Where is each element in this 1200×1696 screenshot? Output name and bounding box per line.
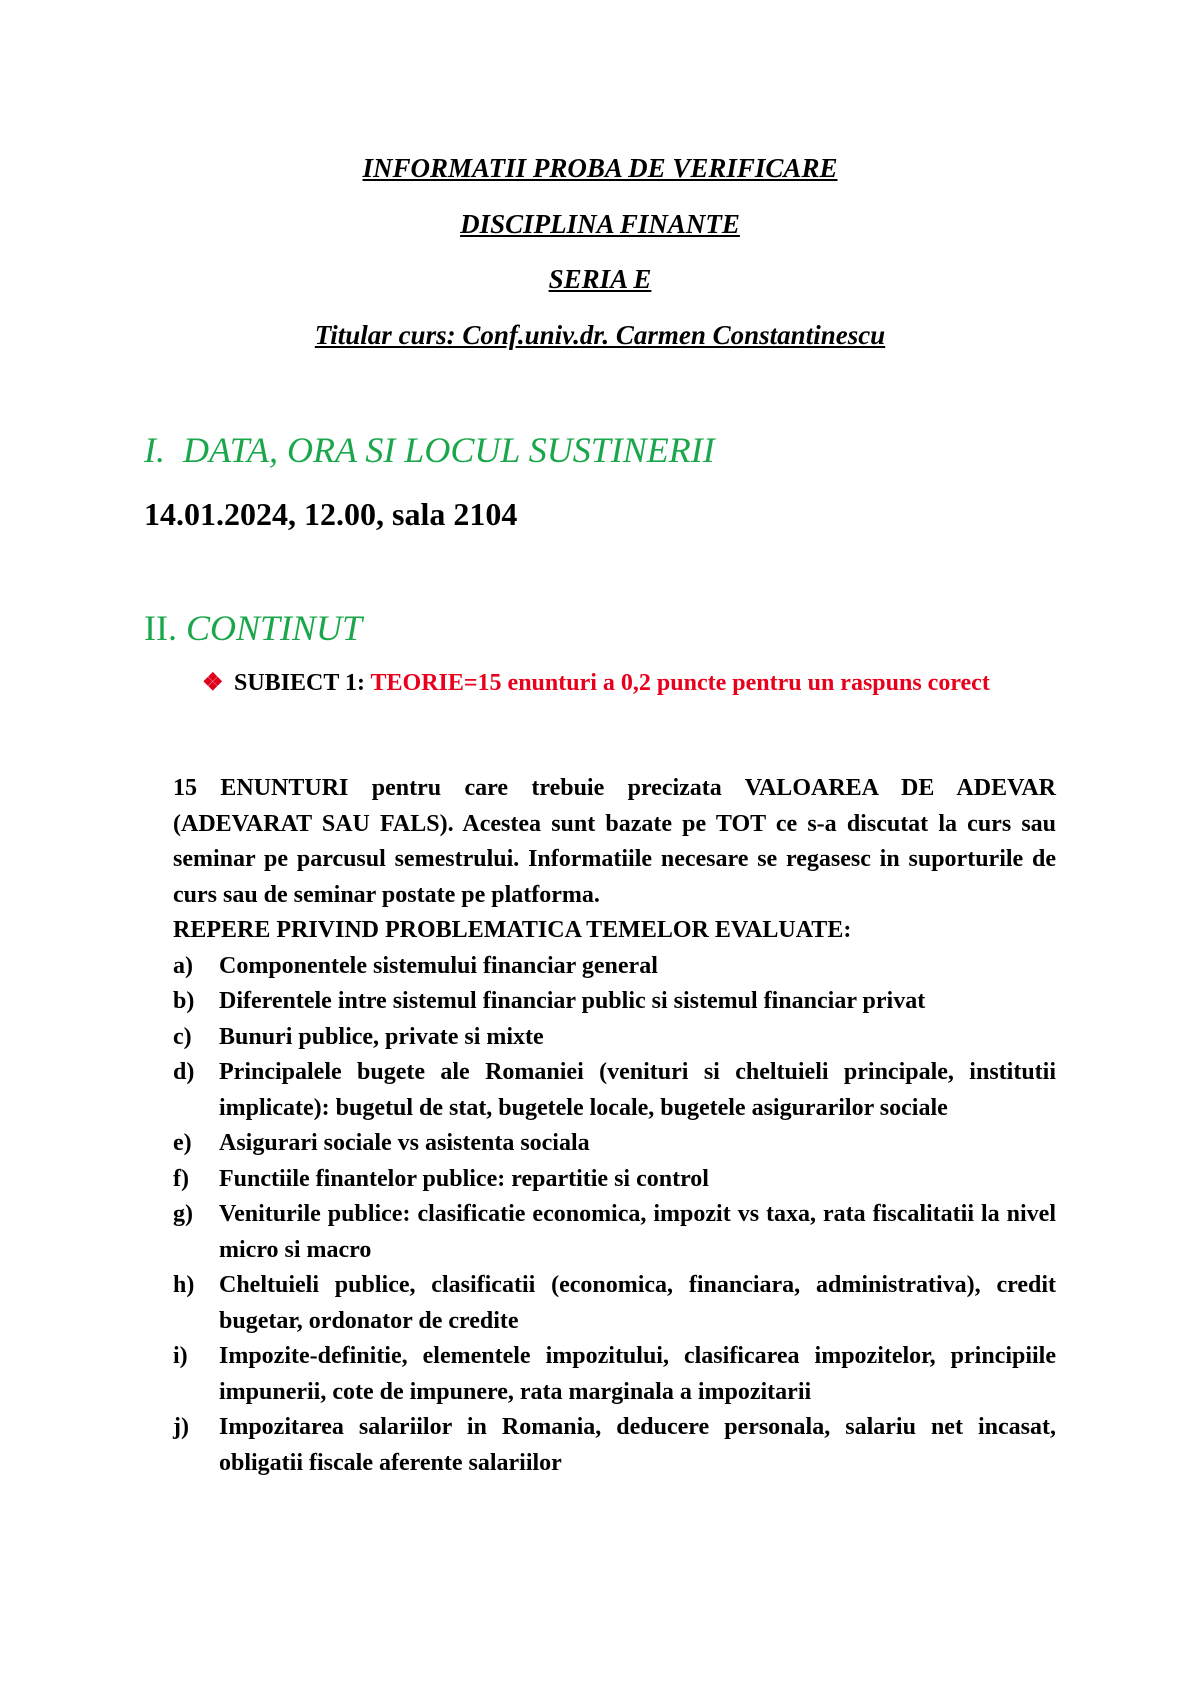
list-item: c) Bunuri publice, private si mixte <box>173 1023 544 1050</box>
list-item: e) Asigurari sociale vs asistenta sociala <box>173 1130 590 1156</box>
list-item: b) Diferentele intre sistemul financiar public si sistemul financiar privat <box>173 988 926 1014</box>
repere-list <box>173 949 1056 1482</box>
section-2-title: CONTINUT <box>185 608 363 648</box>
section-1-heading <box>144 428 715 472</box>
series-heading: SERIA E <box>548 264 652 294</box>
list-item: h) Cheltuieli publice, clasificatii (economica, financiara, administrativa), credit bugetar, ordonator de credite <box>173 1272 1056 1334</box>
subject-1-label: SUBIECT 1: <box>234 670 365 696</box>
list-item: a) Componentele sistemului financiar general <box>173 952 658 979</box>
subject-1 <box>202 665 1056 701</box>
diamond-bullet-icon: ❖ <box>202 670 224 696</box>
section-1-title: DATA, ORA SI LOCUL SUSTINERII <box>183 430 715 470</box>
list-item: f) Functiile finantelor publice: repartitie si control <box>173 1165 709 1192</box>
intro-paragraph: 15 ENUNTURI pentru care trebuie precizata VALOAREA DE ADEVAR (ADEVARAT SAU FALS). Acestea sunt bazate pe TOT ce s-a discutat la curs sau seminar pe parcusul semestrului. Informatiile necesare se regasesc in suporturile de curs sau de seminar postate pe platforma. <box>173 775 1056 908</box>
list-item: j) Impozitarea salariilor in Romania, deducere personala, salariu net incasat, obligatii fiscale aferente salariilor <box>173 1414 1056 1476</box>
list-item: g) Veniturile publice: clasificatie economica, impozit vs taxa, rata fiscalitatii la nivel micro si macro <box>173 1201 1056 1263</box>
repere-heading: REPERE PRIVIND PROBLEMATICA TEMELOR EVALUATE: <box>173 917 852 943</box>
document-title: INFORMATII PROBA DE VERIFICARE <box>362 153 838 183</box>
list-item: i) Impozite-definitie, elementele impozitului, clasificarea impozitelor, principiile impunerii, cote de impunere, rata marginala a impozitarii <box>173 1343 1056 1405</box>
section-2-heading <box>144 606 362 650</box>
teacher-heading: Titular curs: Conf.univ.dr. Carmen Constantinescu <box>314 320 886 350</box>
exam-details: 14.01.2024, 12.00, sala 2104 <box>144 496 518 532</box>
subject-1-description: TEORIE=15 enunturi a 0,2 puncte pentru un raspuns corect <box>370 670 990 696</box>
section-2-number: II. <box>144 608 177 648</box>
section-1-number: I. <box>144 430 165 470</box>
list-item: d) Principalele bugete ale Romaniei (venituri si cheltuieli principale, institutii implicate): bugetul de stat, bugetele locale, bugetele asigurarilor sociale <box>173 1059 1056 1121</box>
content-body <box>173 771 1056 1481</box>
discipline-heading: DISCIPLINA FINANTE <box>460 209 740 239</box>
